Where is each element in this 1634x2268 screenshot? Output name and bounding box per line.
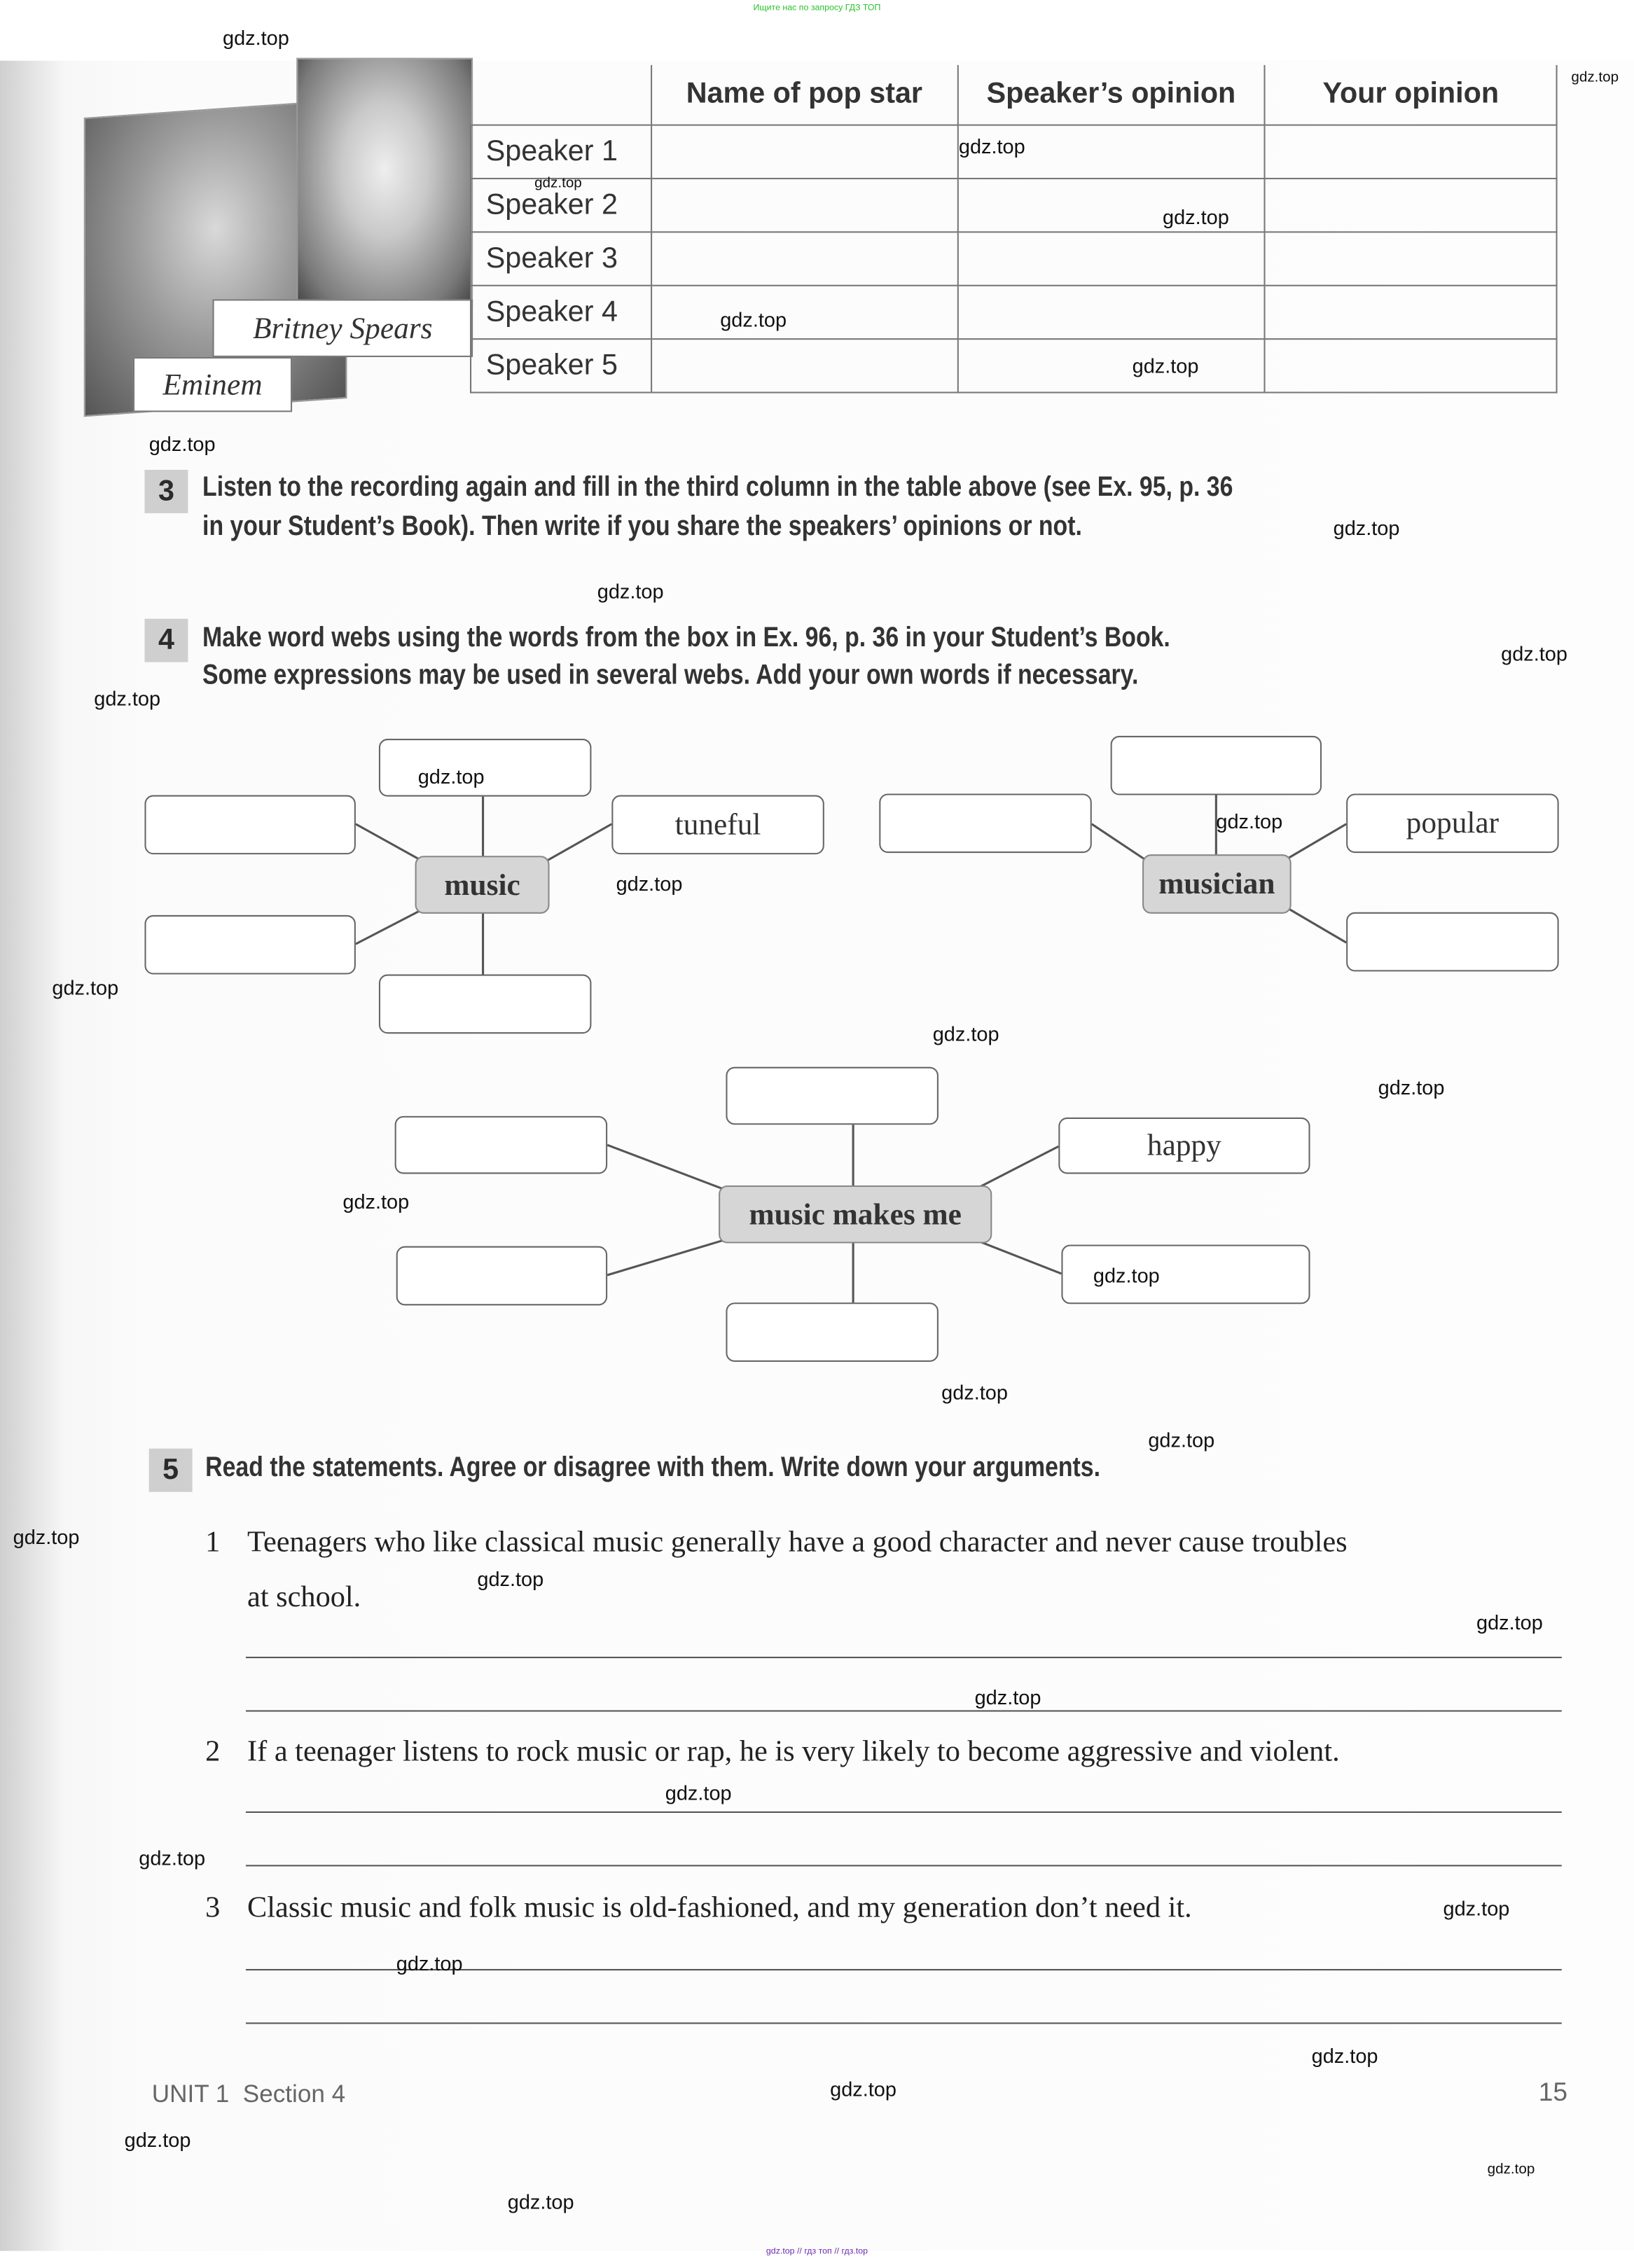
- speaker-label: Speaker 5: [471, 339, 651, 392]
- watermark-text: gdz.top: [1148, 1428, 1215, 1452]
- music-makes-me-center: music makes me: [719, 1185, 992, 1244]
- watermark-text: gdz.top: [941, 1380, 1008, 1404]
- music-web-empty-box[interactable]: [144, 795, 355, 855]
- bottom-note: gdz.top // гдз топ // гдз.top: [766, 2248, 868, 2257]
- watermark-text: gdz.top: [1093, 1263, 1160, 1287]
- watermark-text: gdz.top: [223, 26, 289, 50]
- watermark-text: gdz.top: [1487, 2162, 1535, 2178]
- music-web-empty-box[interactable]: [379, 975, 591, 1034]
- speaker-label: Speaker 4: [471, 286, 651, 339]
- watermark-text: gdz.top: [720, 307, 787, 331]
- watermark-text: gdz.top: [1132, 354, 1199, 377]
- music-web-center: music: [415, 856, 550, 914]
- watermark-text: gdz.top: [1163, 205, 1229, 229]
- statement-number: 3: [205, 1892, 221, 1924]
- watermark-text: gdz.top: [1443, 1896, 1510, 1920]
- musician-web-empty-box[interactable]: [879, 793, 1091, 853]
- answer-line[interactable]: [246, 1710, 1562, 1711]
- speaker-label: Speaker 2: [471, 179, 651, 232]
- watermark-text: gdz.top: [830, 2077, 896, 2101]
- music-makes-me-empty-box[interactable]: [726, 1067, 938, 1125]
- watermark-text: gdz.top: [124, 2128, 191, 2152]
- music-makes-me-empty-box[interactable]: [395, 1116, 607, 1174]
- watermark-text: gdz.top: [974, 1685, 1041, 1709]
- answer-line[interactable]: [246, 1811, 1562, 1813]
- watermark-text: gdz.top: [534, 175, 582, 192]
- watermark-text: gdz.top: [616, 871, 683, 895]
- table-header-name: Name of pop star: [651, 65, 957, 125]
- footer-section: UNIT 1 Section 4: [151, 2080, 346, 2108]
- top-search-note: Ищите нас по запросу ГДЗ ТОП: [753, 4, 881, 13]
- table-header-your-opinion: Your opinion: [1265, 65, 1557, 125]
- musician-web-empty-box[interactable]: [1111, 736, 1322, 795]
- speaker-label: Speaker 1: [471, 125, 651, 179]
- statement-text: Classic music and folk music is old-fashioned, and my generation don’t need it.: [247, 1892, 1192, 1924]
- statement-number: 2: [205, 1736, 221, 1769]
- statement-number: 1: [205, 1526, 221, 1559]
- watermark-text: gdz.top: [1476, 1610, 1543, 1634]
- exercise-3-instruction-line: Listen to the recording again and fill in the third column in the table above (see Ex. 95, p. 36: [202, 471, 1233, 503]
- watermark-text: gdz.top: [342, 1190, 410, 1213]
- answer-line[interactable]: [246, 2022, 1562, 2024]
- watermark-text: gdz.top: [665, 1781, 732, 1804]
- exercise-4-instruction-line: Some expressions may be used in several webs. Add your own words if necessary.: [202, 659, 1139, 691]
- exercise-5-number: 5: [149, 1449, 193, 1492]
- exercise-3-number: 3: [144, 470, 188, 513]
- watermark-text: gdz.top: [1501, 641, 1567, 665]
- statement-text: at school.: [247, 1581, 361, 1614]
- table-header-speaker-opinion: Speaker’s opinion: [957, 65, 1265, 125]
- music-makes-me-word-box: happy: [1058, 1118, 1310, 1174]
- watermark-text: gdz.top: [52, 975, 119, 999]
- exercise-5-instruction: Read the statements. Agree or disagree with them. Write down your arguments.: [205, 1451, 1101, 1484]
- statement-text: Teenagers who like classical music generally have a good character and never cause troubles: [247, 1526, 1348, 1559]
- watermark-text: gdz.top: [1333, 516, 1400, 540]
- watermark-text: gdz.top: [932, 1022, 999, 1045]
- answer-line[interactable]: [246, 1865, 1562, 1866]
- watermark-text: gdz.top: [139, 1846, 206, 1870]
- statement-text: If a teenager listens to rock music or rap, he is very likely to become aggressive and violent.: [247, 1736, 1340, 1769]
- musician-web-word-box: popular: [1346, 793, 1558, 853]
- music-web-empty-box[interactable]: [379, 739, 591, 797]
- page-number: 15: [1538, 2077, 1568, 2107]
- music-makes-me-empty-box[interactable]: [396, 1246, 607, 1306]
- watermark-text: gdz.top: [417, 765, 485, 788]
- watermark-text: gdz.top: [597, 579, 664, 603]
- watermark-text: gdz.top: [1216, 809, 1283, 833]
- answer-line[interactable]: [246, 1657, 1562, 1658]
- watermark-text: gdz.top: [1571, 70, 1619, 86]
- photo-caption-eminem: Eminem: [133, 357, 292, 412]
- exercise-3-instruction-line: in your Student’s Book). Then write if you share the speakers’ opinions or not.: [202, 510, 1082, 543]
- watermark-text: gdz.top: [477, 1567, 544, 1591]
- photo-caption-britney: Britney Spears: [212, 299, 473, 357]
- watermark-text: gdz.top: [94, 686, 161, 710]
- watermark-text: gdz.top: [148, 432, 216, 456]
- musician-web-empty-box[interactable]: [1346, 912, 1558, 972]
- watermark-text: gdz.top: [396, 1952, 463, 1975]
- exercise-4-number: 4: [144, 619, 188, 662]
- watermark-text: gdz.top: [958, 134, 1025, 158]
- music-makes-me-empty-box[interactable]: [726, 1302, 938, 1362]
- music-web-empty-box[interactable]: [144, 915, 355, 975]
- music-web-word-box: tuneful: [611, 795, 824, 855]
- watermark-text: gdz.top: [13, 1525, 80, 1549]
- watermark-text: gdz.top: [1311, 2044, 1378, 2068]
- musician-web-center: musician: [1142, 854, 1292, 914]
- exercise-4-instruction-line: Make word webs using the words from the box in Ex. 96, p. 36 in your Student’s Book.: [202, 621, 1170, 654]
- watermark-text: gdz.top: [1378, 1076, 1445, 1099]
- watermark-text: gdz.top: [507, 2190, 574, 2213]
- speaker-label: Speaker 3: [471, 232, 651, 285]
